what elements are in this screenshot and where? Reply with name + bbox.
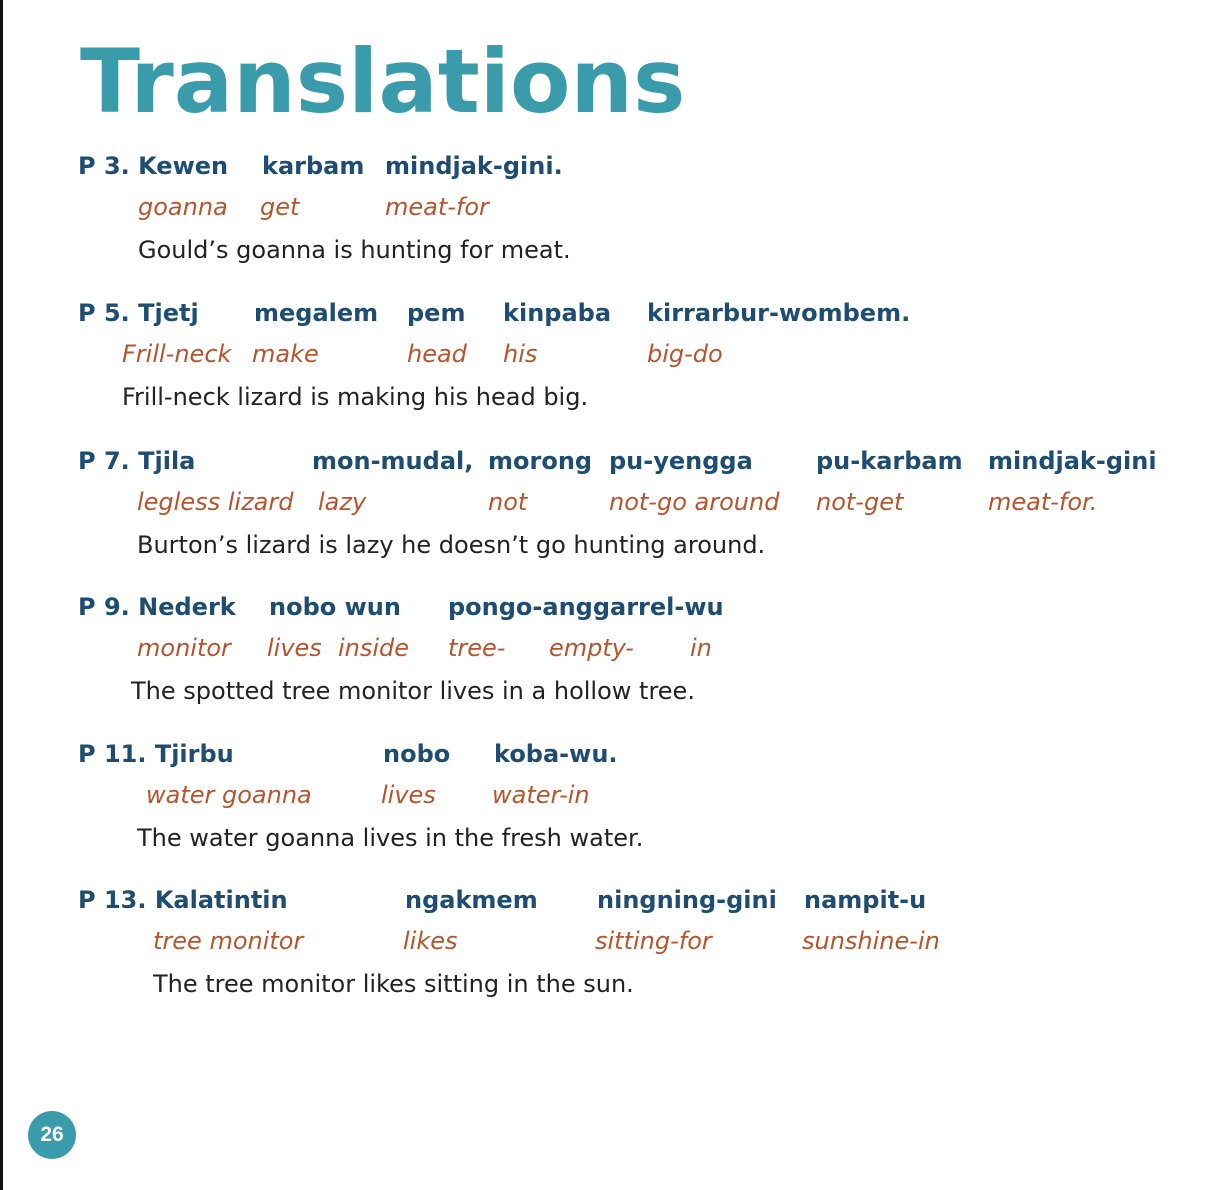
gloss-word: legless lizard <box>137 488 294 516</box>
gloss-word: water goanna <box>146 781 312 809</box>
language-word: koba-wu. <box>494 740 618 768</box>
gloss-word: not-get <box>816 488 904 516</box>
english-translation: The water goanna lives in the fresh water. <box>137 824 644 852</box>
gloss-word: lives <box>381 781 436 809</box>
language-word: pu-karbam <box>816 447 963 475</box>
gloss-word: not-go around <box>609 488 780 516</box>
gloss-word: inside <box>338 634 410 662</box>
language-word: nobo wun <box>269 593 401 621</box>
language-word: P 5. Tjetj <box>78 299 199 327</box>
translation-entry-p5 <box>0 299 1206 419</box>
gloss-word: lives <box>267 634 322 662</box>
language-word: ngakmem <box>405 886 538 914</box>
language-word: megalem <box>254 299 379 327</box>
language-word: pongo-anggarrel-wu <box>448 593 724 621</box>
gloss-word: monitor <box>137 634 231 662</box>
language-word: morong <box>488 447 593 475</box>
english-translation: Gould’s goanna is hunting for meat. <box>138 236 571 264</box>
language-word: ningning-gini <box>597 886 777 914</box>
gloss-word: get <box>260 193 300 221</box>
language-word: karbam <box>262 152 365 180</box>
gloss-word: big-do <box>647 340 723 368</box>
language-word: P 3. Kewen <box>78 152 229 180</box>
gloss-word: Frill-neck <box>122 340 232 368</box>
language-word: P 7. Tjila <box>78 447 196 475</box>
gloss-word: goanna <box>138 193 228 221</box>
translation-entry-p11 <box>0 740 1206 860</box>
page-title: Translations <box>80 30 686 133</box>
language-word: kinpaba <box>503 299 612 327</box>
gloss-word: water-in <box>492 781 590 809</box>
english-translation: The spotted tree monitor lives in a hollow tree. <box>131 677 695 705</box>
gloss-word: not <box>488 488 528 516</box>
english-translation: The tree monitor likes sitting in the sun. <box>153 970 634 998</box>
gloss-word: make <box>252 340 319 368</box>
language-word: P 9. Nederk <box>78 593 236 621</box>
gloss-word: sunshine-in <box>802 927 940 955</box>
gloss-word: tree monitor <box>153 927 304 955</box>
translation-entry-p3 <box>0 152 1206 272</box>
language-word: kirrarbur-wombem. <box>647 299 911 327</box>
language-word: nobo <box>383 740 451 768</box>
translation-entry-p7 <box>0 447 1206 567</box>
language-word: mindjak-gini. <box>385 152 563 180</box>
gloss-word: in <box>690 634 712 662</box>
language-word: mindjak-gini <box>988 447 1157 475</box>
gloss-word: likes <box>403 927 458 955</box>
translation-entry-p9 <box>0 593 1206 713</box>
gloss-word: head <box>407 340 467 368</box>
language-word: pem <box>407 299 466 327</box>
gloss-word: empty- <box>549 634 634 662</box>
gloss-word: sitting-for <box>595 927 712 955</box>
language-word: P 11. Tjirbu <box>78 740 234 768</box>
language-word: nampit-u <box>804 886 927 914</box>
language-word: pu-yengga <box>609 447 753 475</box>
gloss-word: his <box>503 340 538 368</box>
gloss-word: meat-for <box>385 193 489 221</box>
language-word: P 13. Kalatintin <box>78 886 288 914</box>
english-translation: Burton’s lizard is lazy he doesn’t go hunting around. <box>137 531 766 559</box>
gloss-word: tree- <box>448 634 506 662</box>
english-translation: Frill-neck lizard is making his head big. <box>122 383 589 411</box>
translation-entry-p13 <box>0 886 1206 1006</box>
gloss-word: lazy <box>318 488 367 516</box>
page-number-badge: 26 <box>28 1111 76 1159</box>
language-word: mon-mudal, <box>312 447 474 475</box>
gloss-word: meat-for. <box>988 488 1098 516</box>
